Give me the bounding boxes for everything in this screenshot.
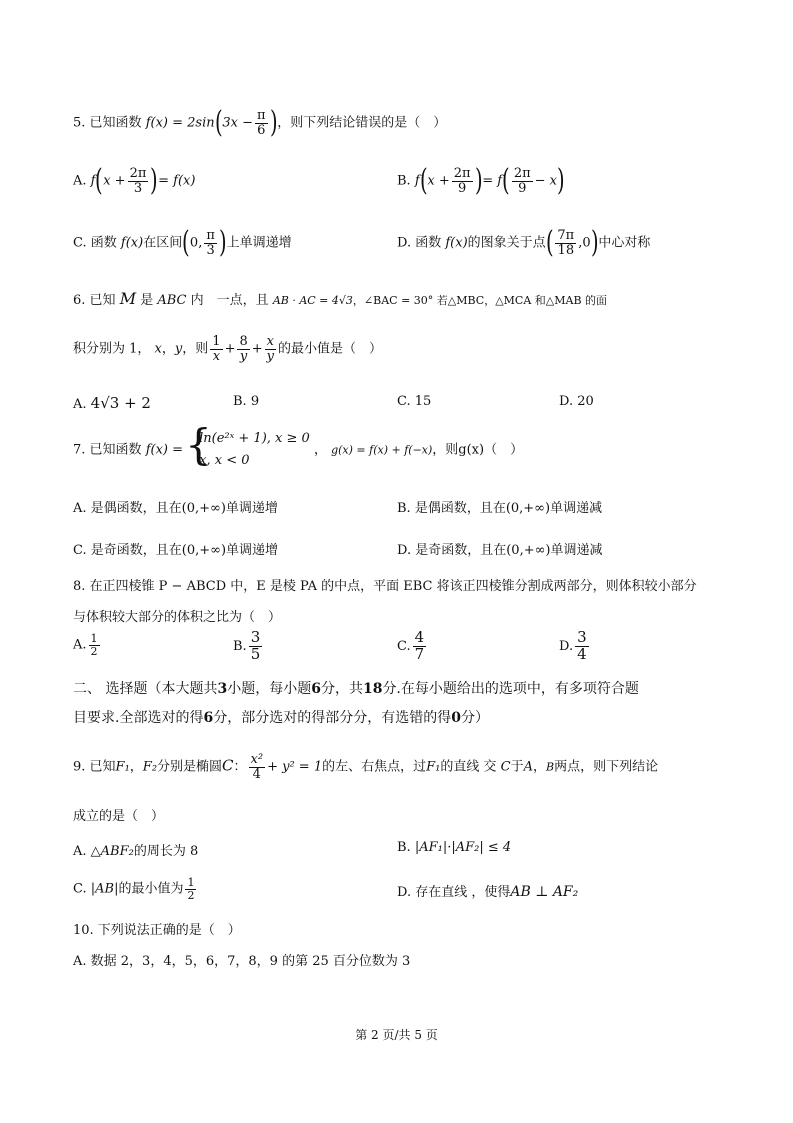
q7-option-a: A. 是偶函数，且在(0,+∞)单调递增 <box>73 501 278 516</box>
q5-option-a: A. f(x + $\frac{2\pi}{3}$ )= f(x) <box>73 163 196 198</box>
q5-frac: $\frac{\pi}{6}$ <box>256 107 266 138</box>
page-footer: 第 2 页/共 5 页 <box>355 1028 438 1042</box>
q7-cases: { ln(e²ˣ + 1), x ≥ 0 x, x < 0 <box>187 428 310 472</box>
q9-option-c: C. |AB|的最小值为 $\frac{1}{2}$ <box>73 876 195 902</box>
q5-option-b: B. f(x + $\frac{2\pi}{9}$ )= f( $\frac{2\pi}{9}$ − x) <box>397 163 565 198</box>
q9-line-1: 9. 已知F₁，F₂分别是椭圆C： $\frac{\text{x²}}{4}$ + y² = 1的左、右焦点，过F₁的直线 交 C于A，B两点，则下列结论 <box>73 752 659 782</box>
q9-option-b: B. |AF₁|·|AF₂| ≤ 4 <box>397 840 512 855</box>
q6-option-c: C. 15 <box>397 394 432 409</box>
q10-stem: 10. 下列说法正确的是（ ） <box>73 923 241 938</box>
q5-prefix: 5. 已知函数 <box>73 115 142 131</box>
q6-line-1: 6. 已知 M 是 ABC 内 一点，且 AB · AC = 4√3，∠BAC = 30° 若△MBC，△MCA 和△MAB 的面 <box>73 289 608 308</box>
section-2-heading-cont: 目要求.全部选对的得6分，部分选对的得部分分，有选错的得0分） <box>73 710 489 726</box>
section-2-heading: 二、 选择题（本大题共3小题，每小题6分，共18分.在每小题给出的选项中，有多项符合题 <box>73 681 639 697</box>
q9-option-a: A. △ABF₂的周长为 8 <box>73 844 199 859</box>
q5-option-c: C. 函数 f(x)在区间(0, $\frac{\pi}{3}$ )上单调递增 <box>73 225 292 260</box>
q9-option-d: D. 存在直线 ，使得AB ⊥ AF₂ <box>397 884 579 900</box>
q5-suffix: ，则下列结论错误的是（ ） <box>277 115 447 131</box>
q7-stem: 7. 已知函数 f(x) = { ln(e²ˣ + 1), x ≥ 0 x, x < 0 ， g(x) = f(x) + f(−x)，则g(x)（ ） <box>73 428 523 472</box>
q7-option-d: D. 是奇函数，且在(0,+∞)单调递减 <box>397 543 603 558</box>
q5-option-d: D. 函数 f(x)的图象关于点( $\frac{7\pi}{18}$ ,0)中心对称 <box>397 225 651 260</box>
q9-line-2: 成立的是（ ） <box>73 809 165 824</box>
q6-option-b: B. 9 <box>233 394 260 409</box>
q8-option-b: B. $\frac{3}{5}$ <box>233 628 261 663</box>
q8-option-d: D. $\frac{3}{4}$ <box>559 628 587 663</box>
q5-func: f(x) = 2sin <box>145 115 215 131</box>
q8-line-2: 与体积较大部分的体积之比为（ ） <box>73 610 282 625</box>
q6-option-a: A. 4√3 + 2 <box>73 394 151 412</box>
q6-line-2: 积分别为 1， x，y，则 $\frac{1}{x}$ + $\frac{8}{y}$ + $\frac{x}{y}$ 的最小值是（ ） <box>73 334 383 364</box>
q8-option-c: C. $\frac{4}{7}$ <box>397 628 425 663</box>
q5-inner: 3x − <box>222 115 253 131</box>
q5-stem: 5. 已知函数 f(x) = 2sin(3x − $\frac{\pi}{6}$ )，则下列结论错误的是（ ） <box>73 105 447 140</box>
q10-option-a: A. 数据 2，3，4，5，6，7，8，9 的第 25 百分位数为 3 <box>73 954 411 969</box>
q7-option-c: C. 是奇函数，且在(0,+∞)单调递增 <box>73 543 279 558</box>
q6-option-d: D. 20 <box>559 394 594 409</box>
q7-option-b: B. 是偶函数，且在(0,+∞)单调递减 <box>397 501 603 516</box>
q8-option-a: A. $\frac{1}{2}$ <box>73 632 98 658</box>
q8-line-1: 8. 在正四棱锥 P − ABCD 中，E 是棱 PA 的中点，平面 EBC 将该正四棱锥分割成两部分，则体积较小部分 <box>73 579 697 594</box>
